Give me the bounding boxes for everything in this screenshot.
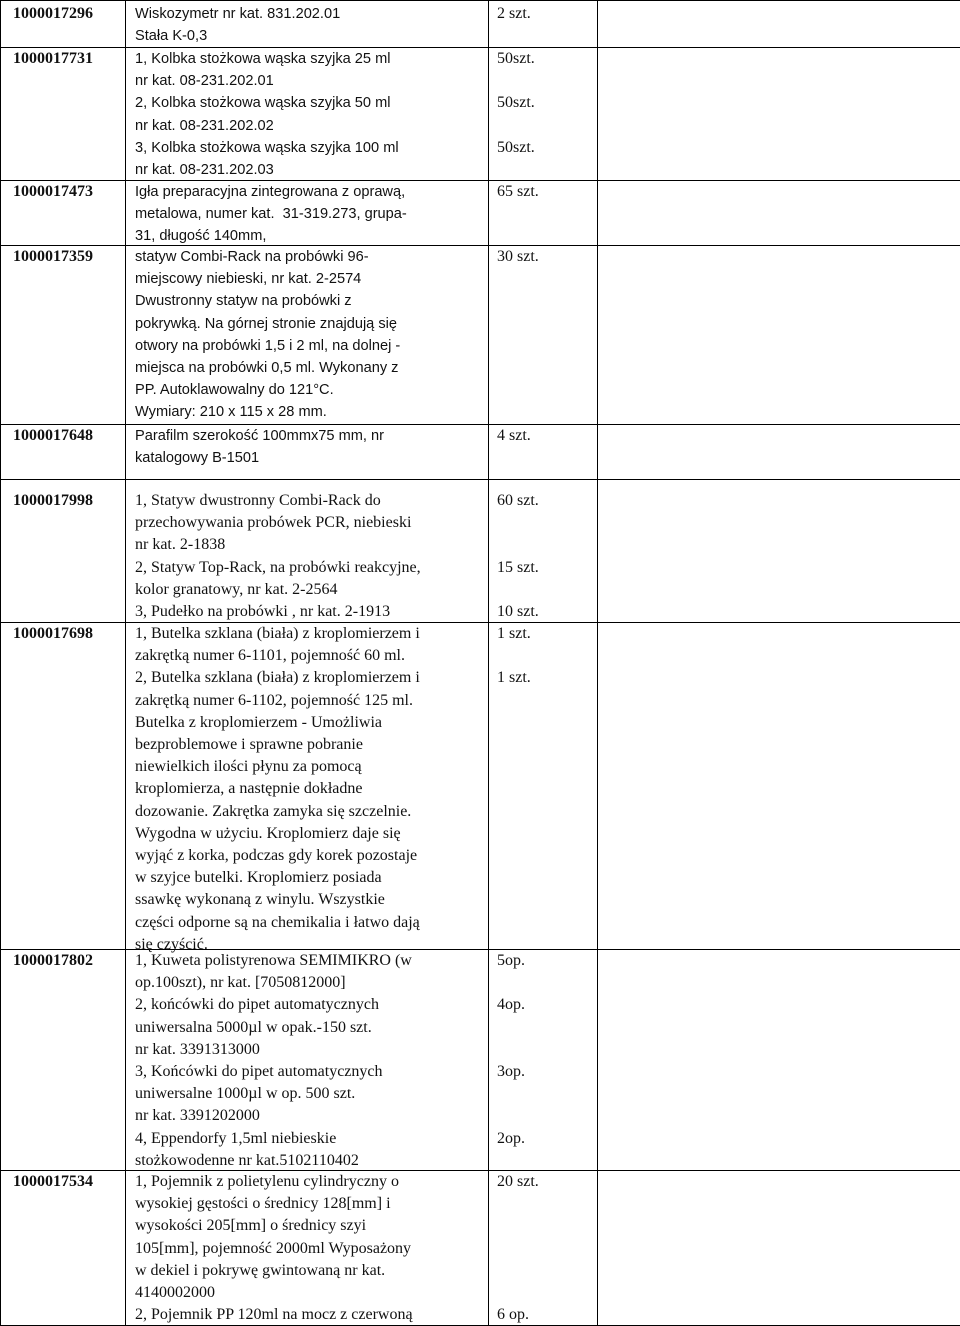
item-description-line: w dekiel i pokrywę gwintowaną nr kat. xyxy=(135,1261,386,1279)
item-description-line: ssawkę wykonaną z winylu. Wszystkie xyxy=(135,891,385,909)
item-code: 1000017731 xyxy=(13,50,93,67)
item-quantity: 4op. xyxy=(497,996,525,1014)
item-description-line: 2, Kolbka stożkowa wąska szyjka 50 ml xyxy=(135,95,391,112)
item-description-line: Butelka z kroplomierzem - Umożliwia xyxy=(135,713,383,731)
item-description-line: Wiskozymetr nr kat. 831.202.01 xyxy=(135,6,341,22)
item-description-line: statyw Combi-Rack na probówki 96- xyxy=(135,249,369,265)
item-quantity: 6 op. xyxy=(497,1306,529,1324)
item-quantity: 4 szt. xyxy=(497,427,531,444)
item-quantity: 2 szt. xyxy=(497,5,531,22)
item-description-line: 1, Butelka szklana (biała) z kroplomierzem i xyxy=(135,625,420,642)
item-quantity: 20 szt. xyxy=(497,1173,539,1190)
item-description-line: 4140002000 xyxy=(135,1284,215,1301)
item-code: 1000017648 xyxy=(13,427,93,444)
item-quantity: 30 szt. xyxy=(497,248,539,265)
item-code: 1000017998 xyxy=(13,492,93,509)
item-code: 1000017698 xyxy=(13,625,93,642)
item-description-line: PP. Autoklawowalny do 121°C. xyxy=(135,382,334,399)
item-description-line: 2, Pojemnik PP 120ml na mocz z czerwoną xyxy=(135,1306,413,1324)
item-quantity: 60 szt. xyxy=(497,492,539,509)
item-description-line: 2, końcówki do pipet automatycznych xyxy=(135,996,379,1014)
row-border xyxy=(0,479,960,480)
item-description-line: stożkowodenne nr kat.5102110402 xyxy=(135,1151,359,1169)
column-divider-qty xyxy=(597,0,598,1325)
item-description-line: bezproblemowe i sprawne pobranie xyxy=(135,736,363,753)
item-description-line: Wymiary: 210 x 115 x 28 mm. xyxy=(135,404,327,421)
item-quantity: 1 szt. xyxy=(497,669,531,687)
item-description-line: 2, Butelka szklana (biała) z kroplomierzem i xyxy=(135,669,420,687)
item-description-line: Parafilm szerokość 100mmx75 mm, nr xyxy=(135,428,384,444)
item-code: 1000017802 xyxy=(13,952,93,969)
item-description-line: Wygodna w użyciu. Kroplomierz daje się xyxy=(135,824,401,842)
item-description-line: nr kat. 08-231.202.01 xyxy=(135,73,274,90)
item-description-line: 3, Kolbka stożkowa wąska szyjka 100 ml xyxy=(135,139,399,156)
item-quantity: 10 szt. xyxy=(497,603,539,620)
item-description-line: Dwustronny statyw na probówki z xyxy=(135,293,352,310)
item-quantity: 1 szt. xyxy=(497,625,531,642)
item-description-line: 4, Eppendorfy 1,5ml niebieskie xyxy=(135,1129,337,1147)
item-description-line: niewielkich ilości płynu za pomocą xyxy=(135,758,362,776)
item-description-line: op.100szt), nr kat. [7050812000] xyxy=(135,974,346,992)
item-description-line: metalowa, numer kat. 31-319.273, grupa- xyxy=(135,206,407,223)
item-quantity: 2op. xyxy=(497,1129,525,1147)
column-divider-code xyxy=(125,0,126,1325)
item-quantity: 50szt. xyxy=(497,138,535,156)
item-description-line: dozowanie. Zakrętka zamyka się szczelnie. xyxy=(135,802,412,820)
item-description-line: otwory na probówki 1,5 i 2 ml, na dolnej - xyxy=(135,337,401,354)
item-quantity: 5op. xyxy=(497,952,525,969)
item-description-line: 1, Kuweta polistyrenowa SEMIMIKRO (w xyxy=(135,952,412,969)
item-description-line: nr kat. 08-231.202.03 xyxy=(135,162,274,178)
item-description-line: w szyjce butelki. Kroplomierz posiada xyxy=(135,869,382,887)
item-code: 1000017473 xyxy=(13,183,93,200)
item-description-line: 105[mm], pojemność 2000ml Wyposażony xyxy=(135,1239,412,1257)
item-description-line: części odporne są na chemikalia i łatwo dają xyxy=(135,913,420,931)
item-quantity: 65 szt. xyxy=(497,183,539,200)
table-left-border xyxy=(0,0,1,1325)
item-description-line: pokrywką. Na górnej stronie znajdują się xyxy=(135,315,398,332)
column-divider-desc xyxy=(488,0,489,1325)
item-description-line: katalogowy B-1501 xyxy=(135,450,260,467)
item-description-line: miejscowy niebieski, nr kat. 2-2574 xyxy=(135,271,362,288)
item-description-line: zakrętką numer 6-1102, pojemność 125 ml. xyxy=(135,691,413,709)
item-description-line: się czyścić. xyxy=(135,935,208,953)
item-description-line: wyjąć z korka, podczas gdy korek pozostaje xyxy=(135,847,418,864)
item-description-line: Igła preparacyjna zintegrowana z oprawą, xyxy=(135,184,406,200)
item-description-line: 3, Pudełko na probówki , nr kat. 2-1913 xyxy=(135,603,391,620)
item-quantity: 50szt. xyxy=(497,94,535,112)
item-description-line: miejsca na probówki 0,5 ml. Wykonany z xyxy=(135,360,399,376)
item-description-line: 2, Statyw Top-Rack, na probówki reakcyjne, xyxy=(135,558,421,576)
item-description-line: uniwersalne 1000µl w op. 500 szt. xyxy=(135,1085,356,1103)
item-description-line: nr kat. 3391313000 xyxy=(135,1040,260,1058)
item-description-line: 1, Kolbka stożkowa wąska szyjka 25 ml xyxy=(135,51,391,67)
item-code: 1000017296 xyxy=(13,5,93,22)
item-description-line: Stała K-0,3 xyxy=(135,28,208,45)
item-code: 1000017534 xyxy=(13,1173,93,1190)
item-description-line: 3, Końcówki do pipet automatycznych xyxy=(135,1063,383,1080)
item-description-line: kroplomierza, a następnie dokładne xyxy=(135,780,363,798)
item-description-line: zakrętką numer 6-1101, pojemność 60 ml. xyxy=(135,647,405,665)
item-description-line: nr kat. 3391202000 xyxy=(135,1107,260,1125)
row-border xyxy=(0,0,960,1)
item-quantity: 3op. xyxy=(497,1063,525,1080)
item-description-line: 31, długość 140mm, xyxy=(135,228,267,245)
item-description-line: przechowywania probówek PCR, niebieski xyxy=(135,514,412,532)
item-description-line: wysokiej gęstości o średnicy 128[mm] i xyxy=(135,1195,391,1213)
item-description-line: wysokości 205[mm] o średnicy szyi xyxy=(135,1217,367,1235)
item-quantity: 50szt. xyxy=(497,50,535,67)
item-description-line: nr kat. 2-1838 xyxy=(135,536,226,554)
item-description-line: kolor granatowy, nr kat. 2-2564 xyxy=(135,580,338,598)
item-description-line: nr kat. 08-231.202.02 xyxy=(135,117,274,134)
item-description-line: uniwersalna 5000µl w opak.-150 szt. xyxy=(135,1018,372,1036)
item-quantity: 15 szt. xyxy=(497,558,539,576)
item-description-line: 1, Pojemnik z polietylenu cylindryczny o xyxy=(135,1173,399,1190)
item-description-line: 1, Statyw dwustronny Combi-Rack do xyxy=(135,492,381,509)
item-code: 1000017359 xyxy=(13,248,93,265)
